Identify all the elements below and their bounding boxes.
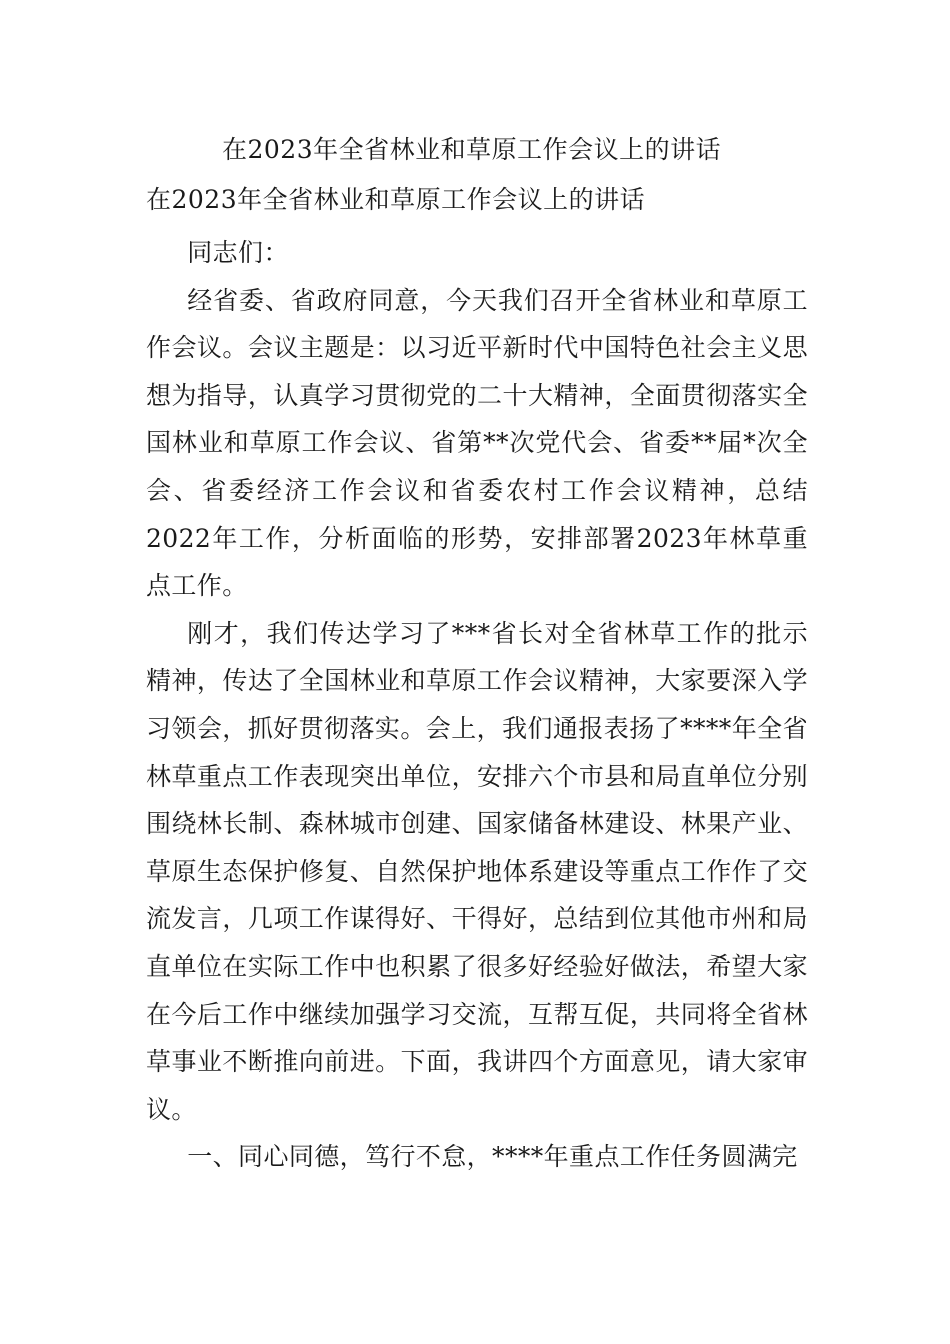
section-heading-one: 一、同心同德，笃行不怠，****年重点工作任务圆满完 — [187, 1142, 798, 1172]
document-title: 在2023年全省林业和草原工作会议上的讲话 — [222, 135, 722, 164]
document-body — [146, 229, 808, 1181]
paragraph-review: 刚才，我们传达学习了***省长对全省林草工作的批示精神，传达了全国林业和草原工作会议精神，大家要深入学习领会，抓好贯彻落实。会上，我们通报表扬了****年全省林草重点工作表现突出单位，安排六个市县和局直单位分别围绕林长制、森林城市创建、国家储备林建设、林果产业、草原生态保护修复、自然保护地体系建设等重点工作作了交流发言，几项工作谋得好、干得好，总结到位其他市州和局直单位在实际工作中也积累了很多好经验好做法，希望大家在今后工作中继续加强学习交流，互帮互促，共同将全省林草事业不断推向前进。下面，我讲四个方面意见，请大家审议。 — [146, 618, 808, 1124]
paragraph-opening: 经省委、省政府同意，今天我们召开全省林业和草原工作会议。会议主题是：以习近平新时代中国特色社会主义思想为指导，认真学习贯彻党的二十大精神，全面贯彻落实全国林业和草原工作会议、省第**次党代会、省委**届*次全会、省委经济工作会议和省委农村工作会议精神，总结2022年工作，分析面临的形势，安排部署2023年林草重点工作。 — [146, 285, 808, 601]
document-subtitle: 在2023年全省林业和草原工作会议上的讲话 — [146, 185, 646, 214]
salutation: 同志们： — [187, 238, 289, 267]
